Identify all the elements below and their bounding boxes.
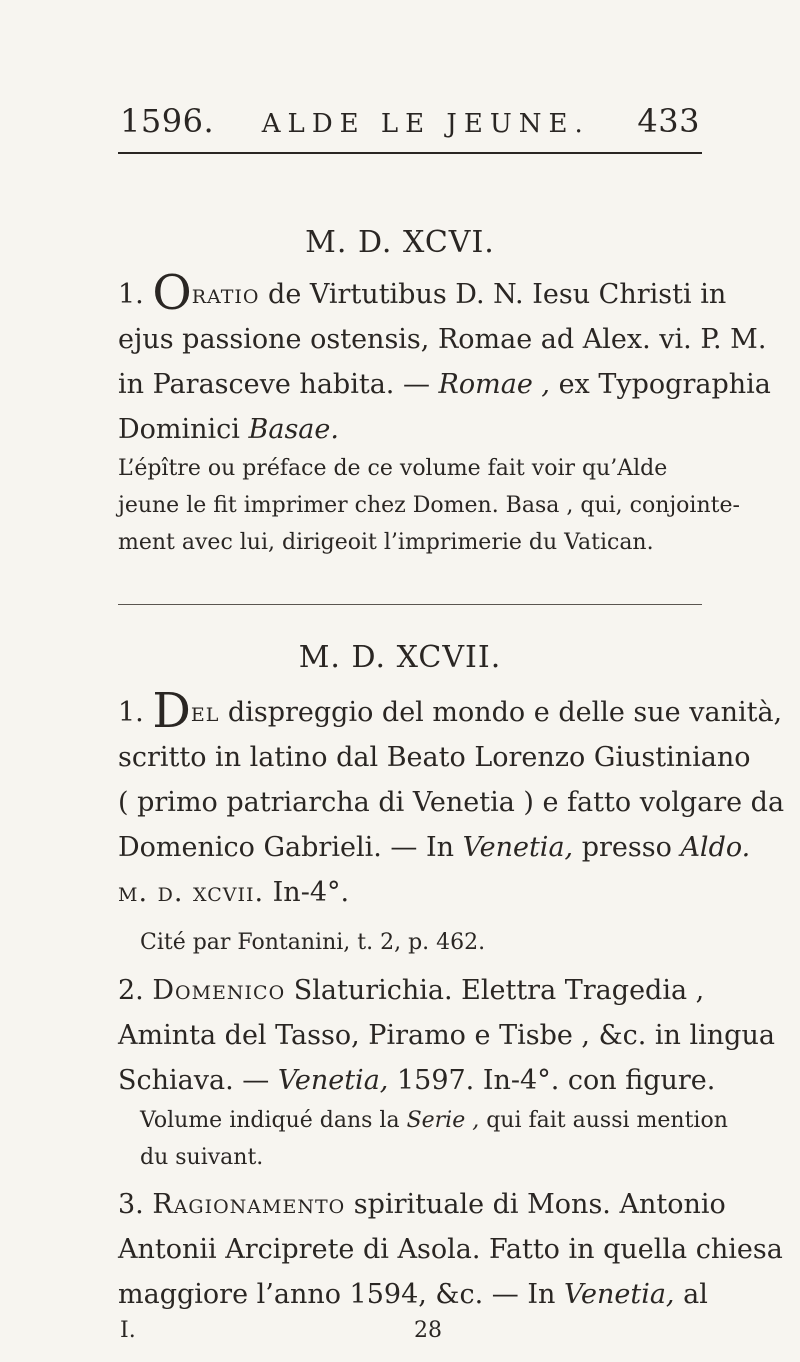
drop-initial: O [152,265,192,321]
note-1597-2: Volume indiqué dans la Serie , qui fait aussi mention du suivant. [140,1108,728,1170]
signature-number: 28 [414,1318,442,1343]
drop-initial: D [152,683,191,739]
entry-1596-1: 1. Oratio de Virtutibus D. N. Iesu Christi in ejus passione ostensis, Romae ad Alex. vi. P. M. in Parasceve habita. — Romae , ex Typographia Dominici Basae. [118,265,771,445]
section-heading-1597: M. D. XCVII. [298,640,502,675]
signature-line [120,1318,700,1343]
header-page-number: 433 [637,102,700,140]
top-rule [118,152,702,154]
section-rule [118,604,702,605]
header-year: 1596. [120,102,215,140]
section-heading-1596: M. D. XCVI. [305,225,495,260]
entry-1597-3: 3. Ragionamento spirituale di Mons. Antonio Antonii Arciprete di Asola. Fatto in quella chiesa maggiore l’anno 1594, &c. — In Venetia, al [118,1189,783,1310]
running-head [120,102,700,140]
note-1596: L’épître ou préface de ce volume fait voir qu’Alde jeune le fit imprimer chez Domen. Basa , qui, conjointe- ment avec lui, dirigeoit l’imprimerie du Vatican. [118,456,740,555]
entry-1597-1: 1. Del dispreggio del mondo e delle sue vanità, scritto in latino dal Beato Lorenzo Giustiniano ( primo patriarcha di Venetia ) e fatto volgare da Domenico Gabrieli. — In Venetia, presso Aldo. m. d. xcvii. In-4°. [118,683,785,908]
signature-mark: I. [120,1318,136,1343]
header-title: ALDE LE JEUNE. [261,109,590,139]
note-1597-1: Cité par Fontanini, t. 2, p. 462. [140,930,486,955]
entry-1597-2: 2. Domenico Slaturichia. Elettra Tragedia , Aminta del Tasso, Piramo e Tisbe , &c. in lingua Schiava. — Venetia, 1597. In-4°. con figure. [118,975,775,1096]
